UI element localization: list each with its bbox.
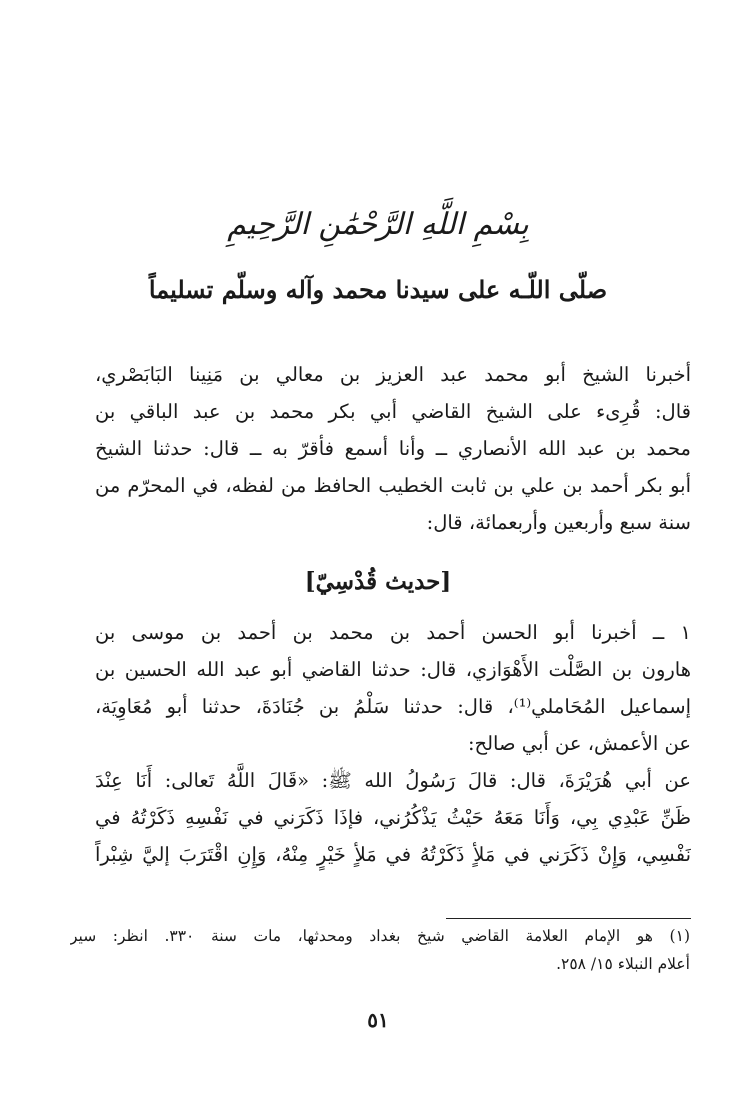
footnote-line: (١) هو الإمام العلامة القاضي شيخ بغداد ومحدثها، مات سنة ٣٣٠. انظر: سير — [70, 927, 690, 945]
text-line: إسماعيل المُحَاملي⁽¹⁾، قال: حدثنا سَلْمُ بن جُنَادَةَ، حدثنا أبو مُعَاوِيَة، — [95, 695, 691, 718]
text-line: عن أبي هُرَيْرَةَ، قال: قالَ رَسُولُ الله ﷺ: «قَالَ اللَّهُ تَعالى: أَنَا عِنْدَ — [95, 769, 691, 792]
text-line: سنة سبع وأربعين وأربعمائة، قال: — [426, 511, 691, 534]
text-line: هارون بن الصَّلْت الأَهْوَازي، قال: حدثنا القاضي أبو عبد الله الحسين بن — [95, 658, 691, 681]
basmala: بِسْمِ اللَّهِ الرَّحْمَٰنِ الرَّحِيمِ — [227, 207, 529, 242]
footnote-divider — [446, 918, 691, 919]
section-heading: [حديث قُدْسِيّ] — [304, 568, 452, 595]
footnote-line: أعلام النبلاء ١٥/ ٢٥٨. — [556, 955, 690, 973]
text-line: نَفْسِي، وَإِنْ ذَكَرَني في مَلأٍ ذَكَرْتُهُ في مَلأٍ خَيْرٍ مِنْهُ، وَإِنِ اقْتَرَبَ إليَّ شِبْراً — [95, 843, 691, 866]
text-line: ١ ــ أخبرنا أبو الحسن أحمد بن محمد بن أحمد بن موسى بن — [95, 621, 691, 644]
salutation-line: صلّى اللّـه على سيدنا محمد وآله وسلّم تسليماً — [148, 275, 608, 304]
intro-paragraph — [95, 356, 691, 541]
hadith-paragraph — [95, 614, 691, 873]
text-line: عن الأعمش، عن أبي صالح: — [467, 732, 691, 755]
text-line: أخبرنا الشيخ أبو محمد عبد العزيز بن معالي بن مَنِينا البَابَصْري، — [95, 363, 691, 386]
text-line: قال: قُرِىء على الشيخ القاضي أبي بكر محمد بن عبد الباقي بن — [95, 400, 691, 423]
text-line: محمد بن عبد الله الأنصاري ــ وأنا أسمع فأقرّ به ــ قال: حدثنا الشيخ — [95, 437, 691, 460]
page-number: ٥١ — [367, 1008, 389, 1032]
text-line: أبو بكر أحمد بن علي بن ثابت الخطيب الحافظ من لفظه، في المحرّم من — [95, 474, 691, 497]
text-line: ظَنِّ عَبْدِي بِي، وَأَنَا مَعَهُ حَيْثُ يَذْكُرُني، فإذَا ذَكَرَني في نَفْسِهِ ذَكَرْتُهُ في — [95, 806, 691, 829]
footnote — [70, 922, 690, 978]
